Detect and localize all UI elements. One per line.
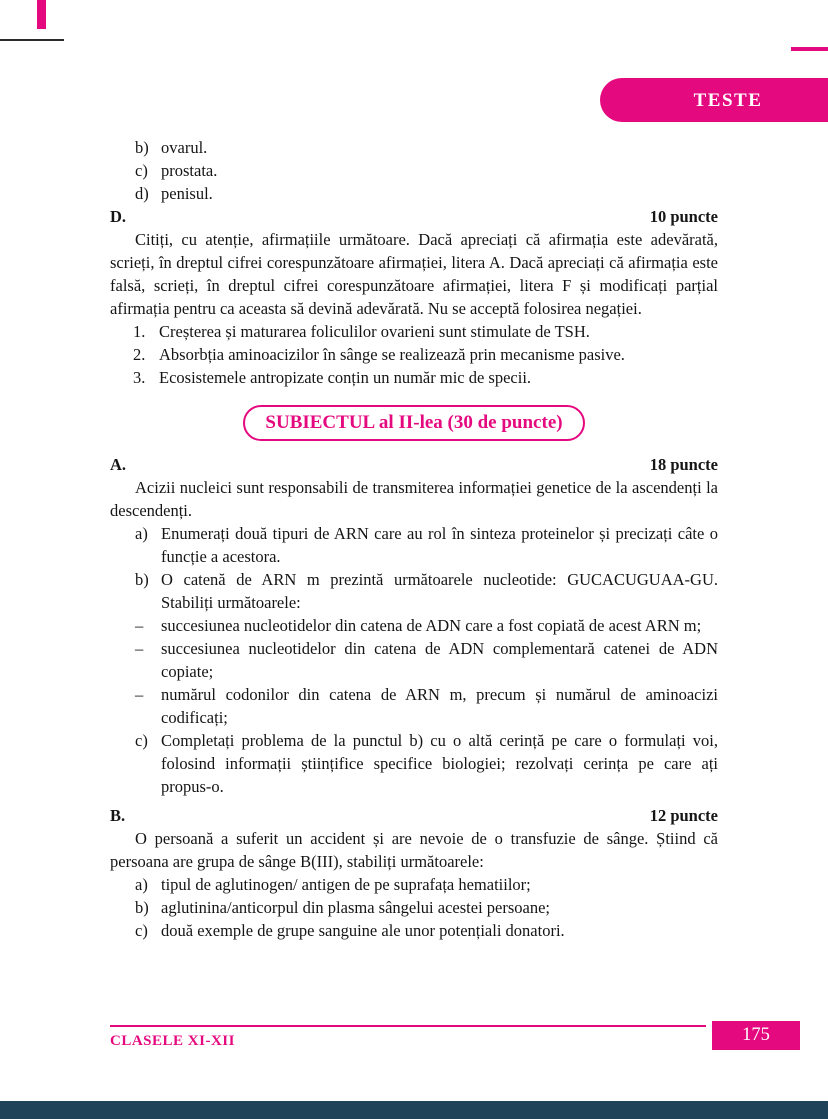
list-text: penisul. — [161, 184, 213, 203]
list-text: Absorbția aminoacizilor în sânge se realizează prin mecanisme pasive. — [159, 345, 625, 364]
list-marker: b) — [135, 138, 149, 157]
section-a-items — [135, 522, 718, 798]
top-left-rule — [0, 39, 64, 41]
page-number: 175 — [742, 1025, 770, 1045]
list-item — [133, 320, 718, 343]
section-d-paragraph: Citiți, cu atenție, afirmațiile următoare. Dacă apreciați că afirmația este adevărată, scrieți, în dreptul cifrei corespunzătoare afirmației, litera A. Dacă apreciați că afirmația este falsă, scrieți, în dreptul cifrei corespunzătoare afirmației, litera F și modificați parțial afirmația pentru ca aceasta să devină adevărată. Nu se acceptă folosirea negației. — [110, 230, 718, 318]
section-a-heading — [110, 453, 718, 476]
section-d-heading — [110, 205, 718, 228]
list-text: O catenă de ARN m prezintă următoarele nucleotide: GUCACUGUAA-GU. Stabiliți următoarele: — [161, 570, 718, 612]
list-marker: – — [135, 616, 144, 635]
list-marker: 1. — [133, 322, 146, 341]
list-marker: a) — [135, 875, 148, 894]
list-item — [133, 343, 718, 366]
list-item — [135, 522, 718, 568]
list-text: succesiunea nucleotidelor din catena de ADN care a fost copiată de acest ARN m; — [161, 616, 702, 635]
list-item — [135, 919, 718, 942]
list-marker: – — [135, 639, 144, 658]
list-marker: c) — [135, 161, 148, 180]
list-text: numărul codonilor din catena de ARN m, precum și numărul de aminoacizi codificați; — [161, 685, 718, 727]
list-text: aglutinina/anticorpul din plasma sângelui acestei persoane; — [161, 898, 550, 917]
list-text: două exemple de grupe sanguine ale unor potențiali donatori. — [161, 921, 565, 940]
list-text: succesiunea nucleotidelor din catena de ADN complementară catenei de ADN copiate; — [161, 639, 718, 681]
section-label: A. — [110, 455, 127, 474]
list-marker: d) — [135, 184, 149, 203]
list-marker: b) — [135, 898, 149, 917]
section-label: D. — [110, 207, 127, 226]
list-text: Completați problema de la punctul b) cu o altă cerință pe care o formulați voi, folosind informații științifice specifice biologiei; rezolvați cerința pe care ați propus-o. — [161, 731, 718, 796]
list-item — [135, 637, 718, 683]
list-item — [133, 366, 718, 389]
list-text: ovarul. — [161, 138, 208, 157]
option-list — [135, 136, 718, 205]
list-text: prostata. — [161, 161, 218, 180]
bottom-edge-bar — [0, 1101, 828, 1119]
page-number-badge — [712, 1021, 800, 1050]
list-item — [135, 182, 718, 205]
footer-grade-label: CLASELE XI-XII — [110, 1033, 235, 1049]
teste-tab-label: TESTE — [693, 89, 763, 111]
list-item — [135, 136, 718, 159]
section-b-items — [135, 873, 718, 942]
statement-list — [133, 320, 718, 389]
section-a-intro: Acizii nucleici sunt responsabili de transmiterea informației genetice de la ascendenți la descendenți. — [110, 478, 718, 520]
footer-rule — [110, 1025, 706, 1027]
section-label: B. — [110, 806, 126, 825]
subject-title: SUBIECTUL al II-lea (30 de puncte) — [265, 412, 563, 433]
list-text: tipul de aglutinogen/ antigen de pe suprafața hematiilor; — [161, 875, 531, 894]
section-points: 18 puncte — [649, 455, 718, 474]
list-marker: 2. — [133, 345, 146, 364]
list-item — [135, 683, 718, 729]
list-marker: c) — [135, 731, 148, 750]
list-item — [135, 614, 718, 637]
list-marker: – — [135, 685, 144, 704]
top-right-accent-rule — [791, 47, 828, 51]
section-b-heading — [110, 804, 718, 827]
list-text: Ecosistemele antropizate conțin un număr mic de specii. — [159, 368, 532, 387]
list-marker: a) — [135, 524, 148, 543]
list-item — [135, 873, 718, 896]
list-item — [135, 568, 718, 614]
list-marker: 3. — [133, 368, 146, 387]
list-marker: b) — [135, 570, 149, 589]
list-text: Creșterea și maturarea foliculilor ovarieni sunt stimulate de TSH. — [159, 322, 590, 341]
subject-title-box — [243, 405, 584, 441]
list-item — [135, 896, 718, 919]
list-text: Enumerați două tipuri de ARN care au rol în sinteza proteinelor și precizați câte o funcție a acestora. — [161, 524, 718, 566]
section-b-intro: O persoană a suferit un accident și are nevoie de o transfuzie de sânge. Știind că persoana are grupa de sânge B(III), stabiliți următoarele: — [110, 829, 718, 871]
subject-box-row — [110, 405, 718, 441]
top-left-accent-bar — [37, 0, 46, 29]
teste-tab — [600, 78, 828, 122]
list-marker: c) — [135, 921, 148, 940]
list-item — [135, 729, 718, 798]
section-points: 12 puncte — [649, 806, 718, 825]
page-content — [110, 136, 718, 942]
section-points: 10 puncte — [649, 207, 718, 226]
list-item — [135, 159, 718, 182]
